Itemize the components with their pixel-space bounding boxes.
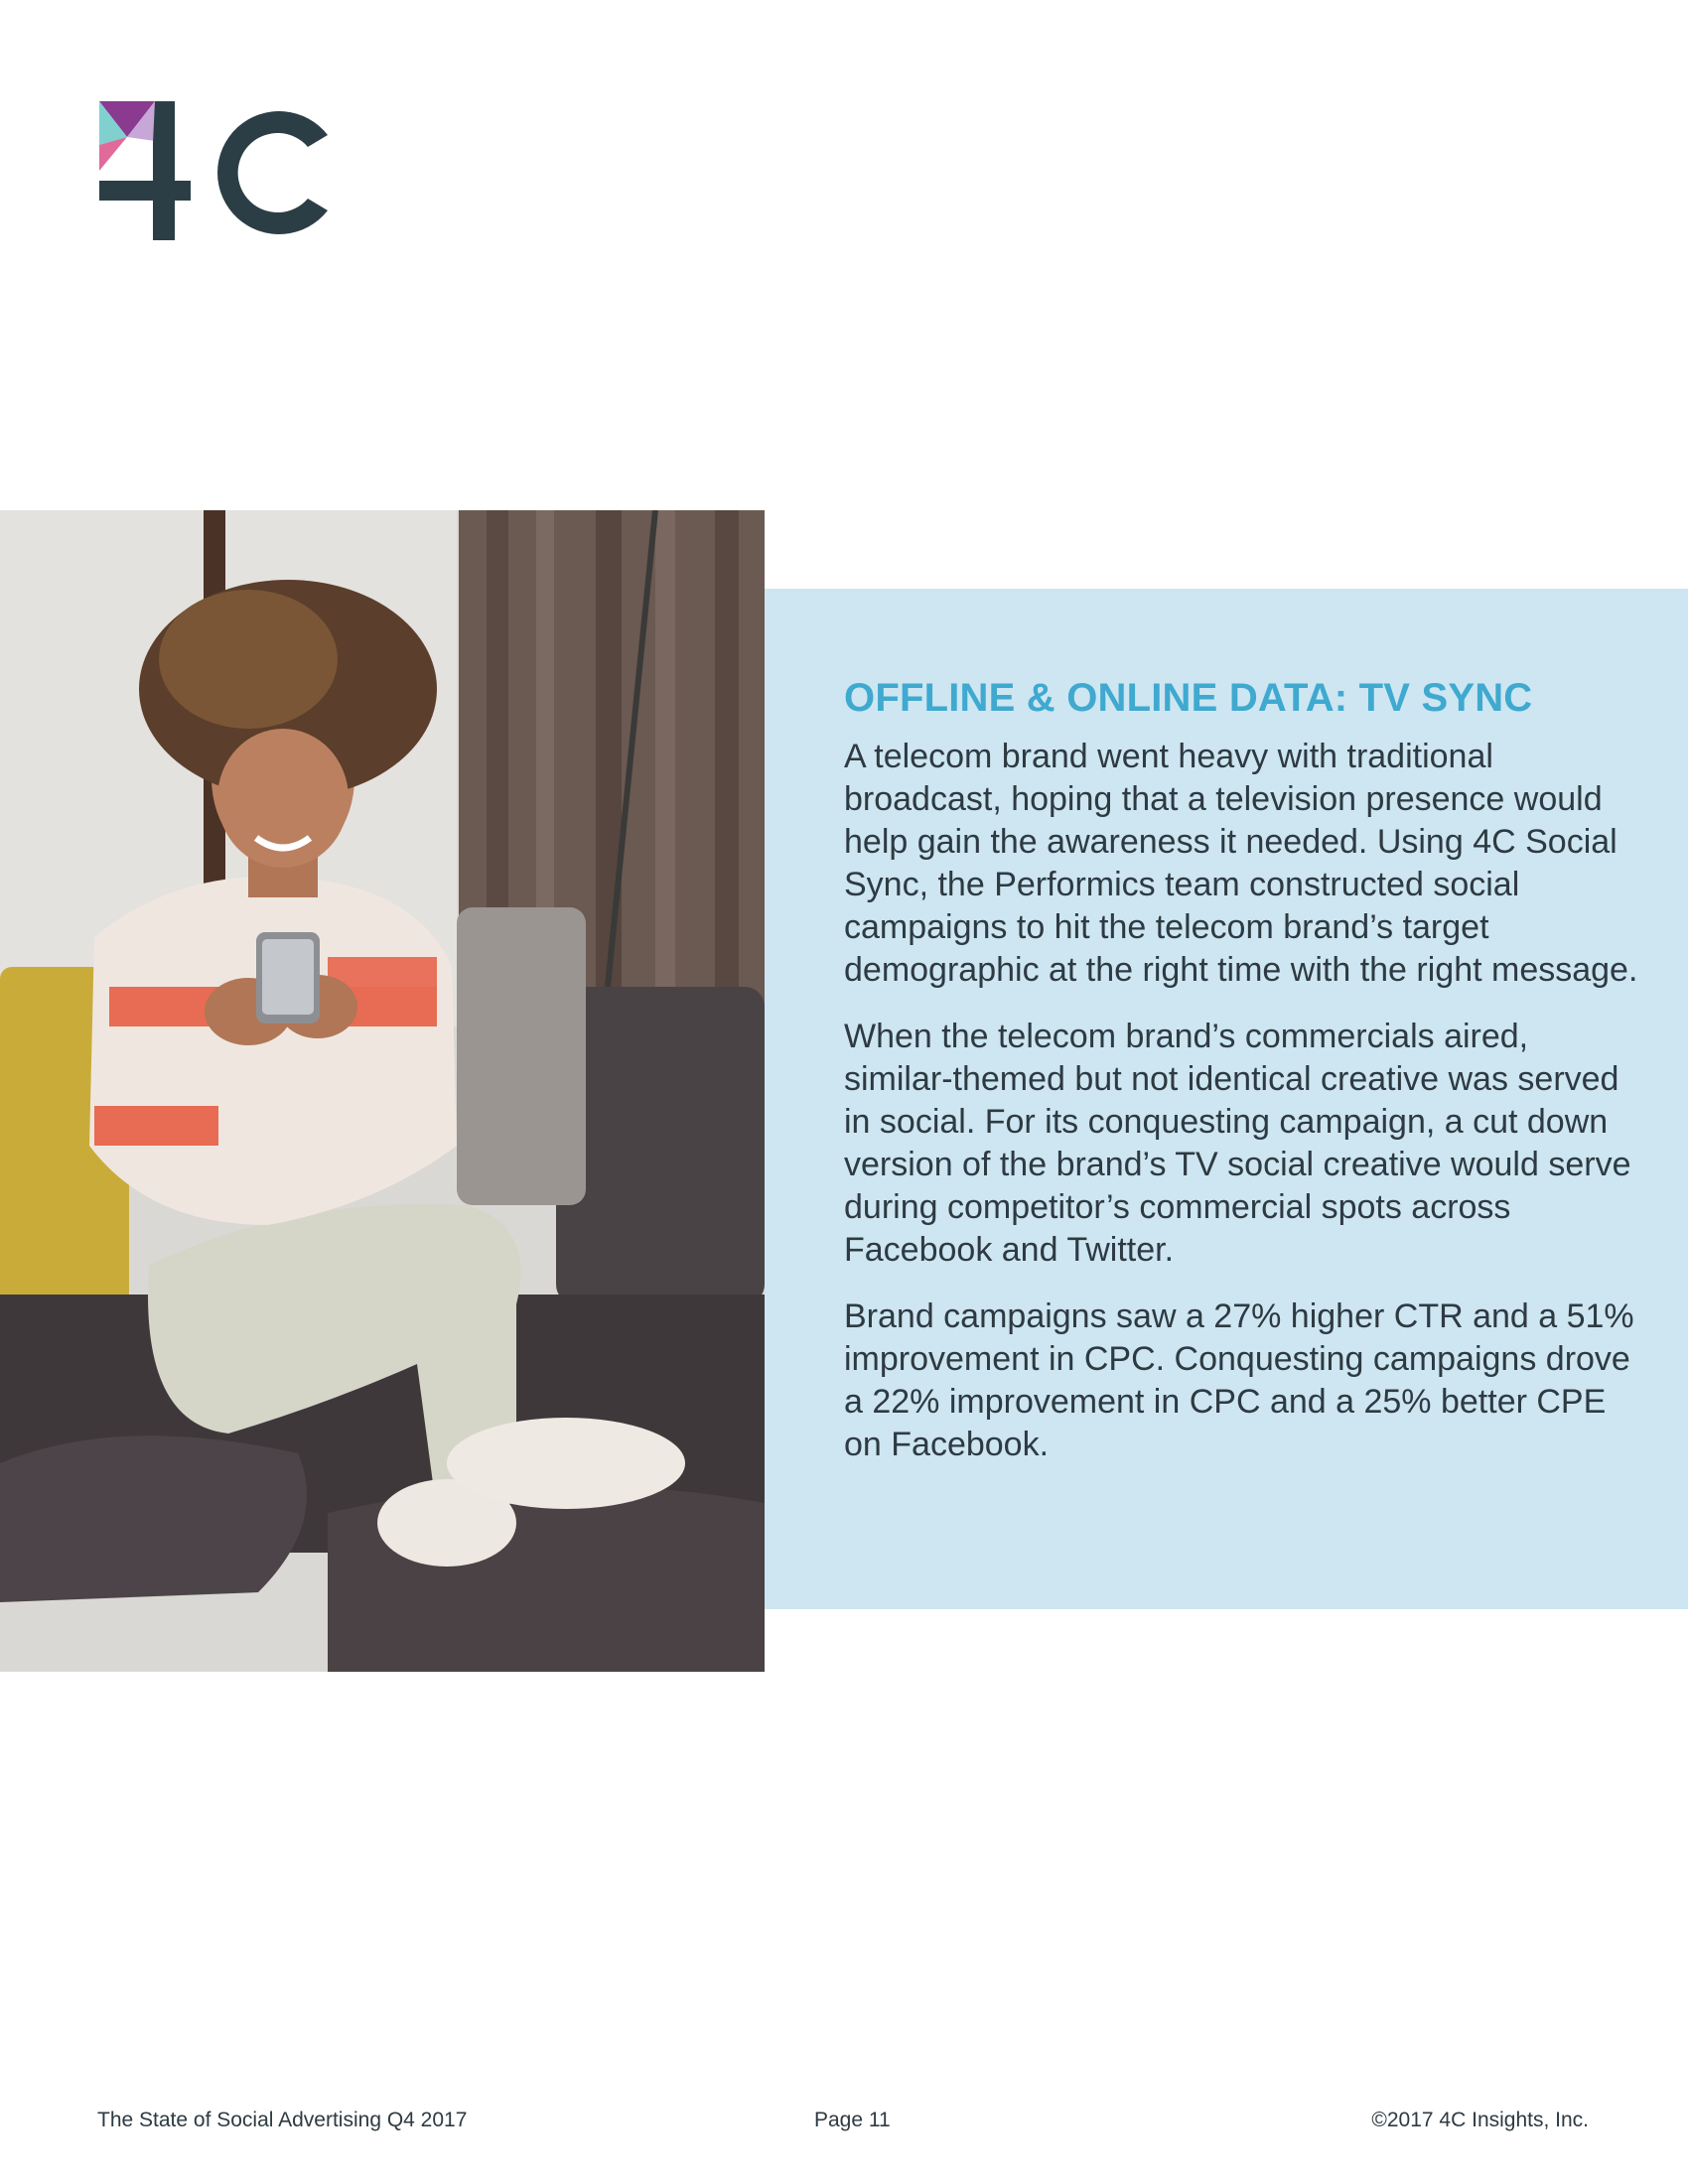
footer-page-number: Page 11 — [814, 2109, 891, 2131]
case-study-panel — [765, 589, 1688, 1609]
footer-report-title: The State of Social Advertising Q4 2017 — [97, 2109, 468, 2131]
case-study-paragraph-3: Brand campaigns saw a 27% higher CTR and a 51% improvement in CPC. Conquesting campaigns drove a 22% improvement in CPC and a 25% better CPE on Facebook. — [844, 1297, 1634, 1463]
company-logo — [97, 101, 332, 242]
case-study-content — [844, 676, 1638, 1490]
case-study-heading: OFFLINE & ONLINE DATA: TV SYNC — [844, 676, 1533, 720]
footer-copyright: ©2017 4C Insights, Inc. — [1371, 2109, 1589, 2131]
case-study-paragraph-2: When the telecom brand’s commercials aired, similar-themed but not identical creative was served in social. For its conquesting campaign, a cut down version of the brand’s TV social creative would serve during competitor’s commercial spots across Facebook and Twitter. — [844, 1018, 1631, 1269]
case-study-paragraph-1: A telecom brand went heavy with traditional broadcast, hoping that a television presence would help gain the awareness it needed. Using 4C Social Sync, the Performics team constructed social campaigns to hit the telecom brand’s target demographic at the right time with the right message. — [844, 738, 1638, 989]
woman-on-sofa-photo — [0, 510, 765, 1672]
